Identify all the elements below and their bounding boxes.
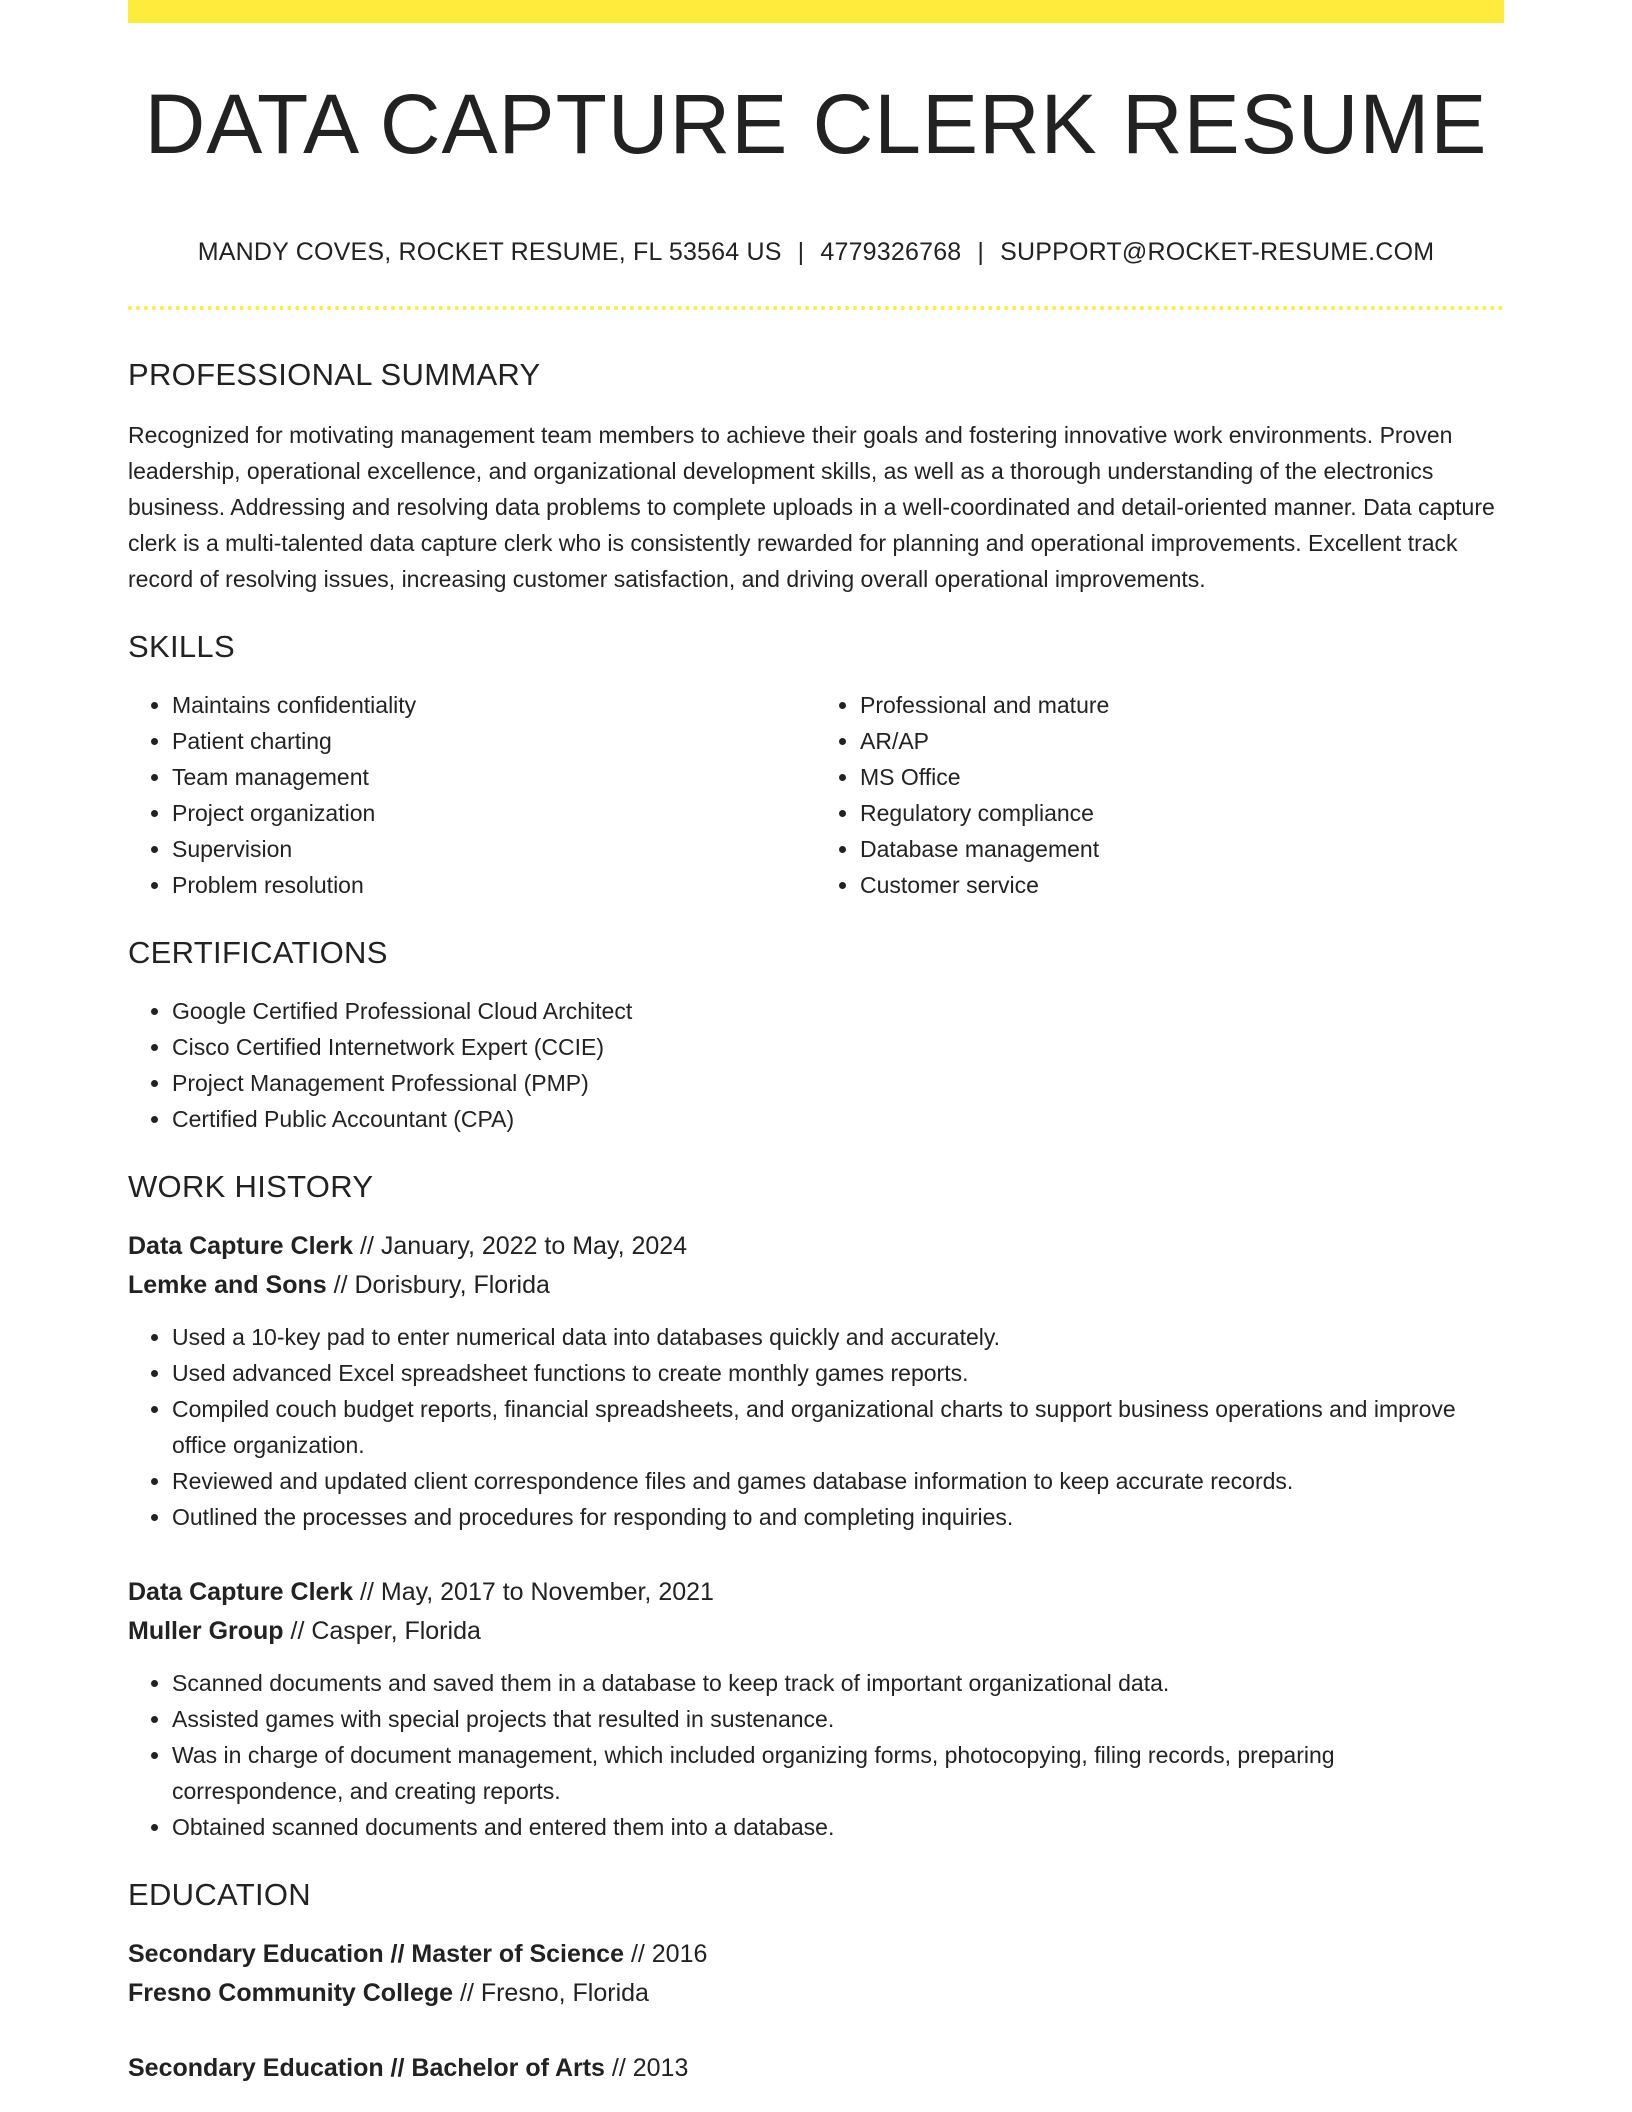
job-dates: // May, 2017 to November, 2021: [360, 1578, 714, 1606]
certification-item: • Cisco Certified Internetwork Expert (CCIE): [172, 1029, 1504, 1065]
contact-address: MANDY COVES, ROCKET RESUME, FL 53564 US: [197, 238, 782, 266]
job-title: Data Capture Clerk: [128, 1232, 354, 1260]
skills-heading: SKILLS: [128, 629, 235, 664]
education-year: // 2016: [630, 1940, 708, 1968]
contact-line: [128, 238, 1504, 267]
skill-item: • Database management: [860, 831, 1504, 867]
resume-body: [128, 355, 1504, 2088]
skill-item: • MS Office: [860, 759, 1504, 795]
certifications-heading: CERTIFICATIONS: [128, 935, 388, 970]
skill-item: • Project organization: [172, 795, 816, 831]
job-bullets: [128, 1665, 1504, 1845]
education-location: // Fresno, Florida: [460, 1979, 649, 2007]
job-header: [128, 1573, 1504, 1651]
skill-item: • Regulatory compliance: [860, 795, 1504, 831]
summary-text: Recognized for motivating management team members to achieve their goals and fostering innovative work environments. Proven leadership, operational excellence, and organizational development skills, as well as a thorough understanding of the electronics business. Addressing and resolving data problems to complete uploads in a well-coordinated and detail-oriented manner. Data capture clerk is a multi-talented data capture clerk who is consistently rewarded for planning and operational improvements. Excellent track record of resolving issues, increasing customer satisfaction, and driving overall operational improvements.: [128, 422, 1495, 592]
job-title: Data Capture Clerk: [128, 1578, 354, 1606]
accent-top-bar: [128, 0, 1504, 23]
job-bullet: • Was in charge of document management, which included organizing forms, photocopying, filing records, preparing correspondence, and creating reports.: [172, 1737, 1504, 1809]
job-location: // Casper, Florida: [290, 1617, 481, 1645]
job-company: Muller Group: [128, 1617, 284, 1645]
contact-separator: |: [797, 238, 805, 266]
skills-list-left: [128, 687, 816, 903]
work-history-section: [128, 1167, 1504, 1845]
job-bullet: • Obtained scanned documents and entered them into a database.: [172, 1809, 1504, 1845]
job-bullet: • Reviewed and updated client correspondence files and games database information to keep accurate records.: [172, 1463, 1504, 1499]
job-bullet: • Used advanced Excel spreadsheet functions to create monthly games reports.: [172, 1355, 1504, 1391]
skills-section: [128, 627, 1504, 903]
education-school: Fresno Community College: [128, 1979, 454, 2007]
dotted-divider: [128, 306, 1504, 310]
certification-item: • Google Certified Professional Cloud Architect: [172, 993, 1504, 1029]
contact-email[interactable]: SUPPORT@ROCKET-RESUME.COM: [1000, 238, 1435, 266]
education-degree: Secondary Education // Master of Science: [128, 1940, 624, 1968]
skill-item: • Patient charting: [172, 723, 816, 759]
education-entry: [128, 1935, 1504, 2013]
certification-item: • Project Management Professional (PMP): [172, 1065, 1504, 1101]
job-bullet: • Used a 10-key pad to enter numerical data into databases quickly and accurately.: [172, 1319, 1504, 1355]
summary-heading: PROFESSIONAL SUMMARY: [128, 357, 541, 392]
job-bullet: • Scanned documents and saved them in a database to keep track of important organizational data.: [172, 1665, 1504, 1701]
job-bullet: • Outlined the processes and procedures for responding to and completing inquiries.: [172, 1499, 1504, 1535]
job-header: [128, 1227, 1504, 1305]
job-dates: // January, 2022 to May, 2024: [360, 1232, 688, 1260]
job-company: Lemke and Sons: [128, 1271, 327, 1299]
education-degree: Secondary Education // Bachelor of Arts: [128, 2054, 605, 2082]
skill-item: • Supervision: [172, 831, 816, 867]
skill-item: • Professional and mature: [860, 687, 1504, 723]
certifications-section: [128, 933, 1504, 1137]
work-history-heading: WORK HISTORY: [128, 1169, 374, 1204]
job-bullet: • Compiled couch budget reports, financial spreadsheets, and organizational charts to support business operations and improve office organization.: [172, 1391, 1504, 1463]
skills-list-right: [816, 687, 1504, 903]
resume-title: DATA CAPTURE CLERK RESUME: [144, 77, 1488, 171]
certification-item: • Certified Public Accountant (CPA): [172, 1101, 1504, 1137]
education-section: [128, 1875, 1504, 2088]
certifications-list: [128, 993, 1504, 1137]
contact-phone: 4779326768: [820, 238, 962, 266]
skill-item: • AR/AP: [860, 723, 1504, 759]
job-location: // Dorisbury, Florida: [333, 1271, 550, 1299]
education-entry: [128, 2049, 1504, 2088]
education-heading: EDUCATION: [128, 1877, 311, 1912]
summary-section: [128, 355, 1504, 597]
job-bullets: [128, 1319, 1504, 1535]
job-bullet: • Assisted games with special projects that resulted in sustenance.: [172, 1701, 1504, 1737]
education-year: // 2013: [611, 2054, 689, 2082]
skill-item: • Customer service: [860, 867, 1504, 903]
skill-item: • Problem resolution: [172, 867, 816, 903]
skill-item: • Team management: [172, 759, 816, 795]
skill-item: • Maintains confidentiality: [172, 687, 816, 723]
skills-columns: [128, 687, 1504, 903]
contact-separator: |: [977, 238, 985, 266]
